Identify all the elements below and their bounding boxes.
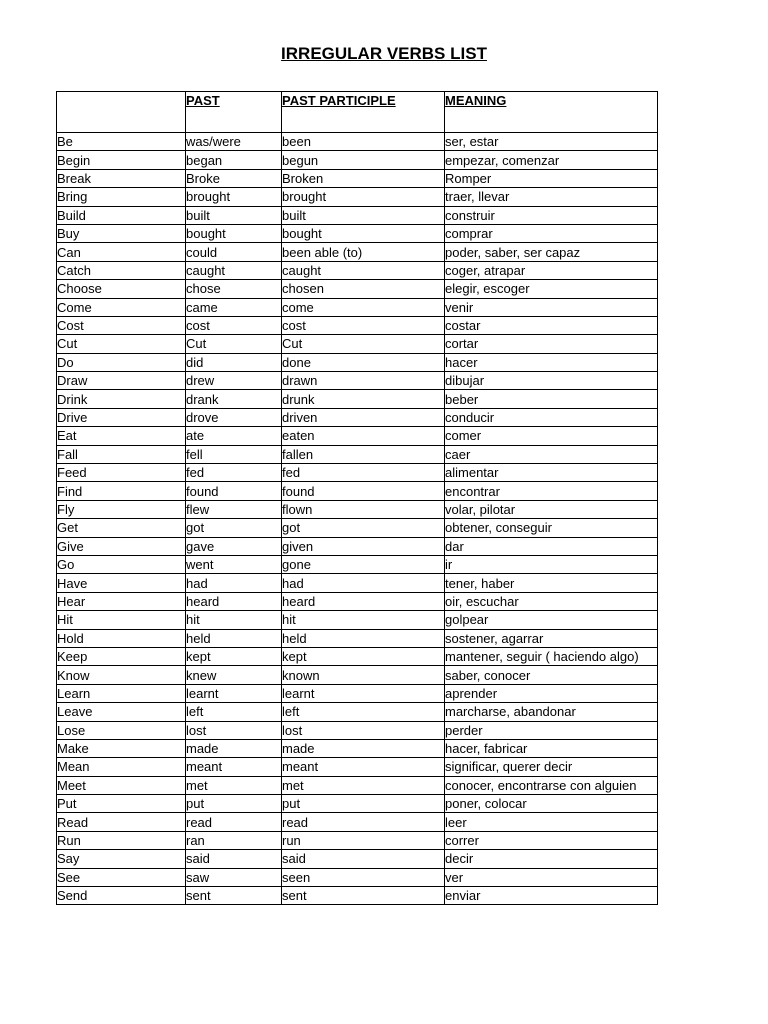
verb-past-participle-cell: bought (282, 224, 445, 242)
verb-base-cell: Fly (57, 500, 186, 518)
verb-meaning-cell: encontrar (445, 482, 658, 500)
verb-base-cell: Hold (57, 629, 186, 647)
table-row (57, 537, 658, 555)
verb-past-participle-cell: begun (282, 151, 445, 169)
verb-meaning-cell: marcharse, abandonar (445, 703, 658, 721)
verb-past-cell: ran (186, 831, 282, 849)
verb-past-cell: went (186, 555, 282, 573)
table-row (57, 555, 658, 573)
verb-past-cell: had (186, 574, 282, 592)
verb-past-participle-cell: had (282, 574, 445, 592)
table-row (57, 574, 658, 592)
table-row (57, 666, 658, 684)
verb-past-participle-cell: seen (282, 868, 445, 886)
verb-base-cell: Bring (57, 188, 186, 206)
verb-meaning-cell: enviar (445, 887, 658, 905)
verb-meaning-cell: construir (445, 206, 658, 224)
verb-base-cell: Buy (57, 224, 186, 242)
verb-base-cell: Lose (57, 721, 186, 739)
verb-past-participle-cell: found (282, 482, 445, 500)
table-header-row (57, 92, 658, 133)
table-row (57, 243, 658, 261)
verb-past-participle-cell: known (282, 666, 445, 684)
verb-meaning-cell: comprar (445, 224, 658, 242)
verb-base-cell: Go (57, 555, 186, 573)
verb-past-participle-cell: met (282, 776, 445, 794)
verb-past-cell: made (186, 739, 282, 757)
verb-base-cell: Drink (57, 390, 186, 408)
table-row (57, 684, 658, 702)
verb-past-participle-cell: left (282, 703, 445, 721)
verb-past-participle-cell: heard (282, 592, 445, 610)
verb-base-cell: Be (57, 133, 186, 151)
header-base (57, 92, 186, 133)
verb-past-participle-cell: drunk (282, 390, 445, 408)
verb-past-cell: read (186, 813, 282, 831)
verb-meaning-cell: dibujar (445, 372, 658, 390)
verb-past-cell: meant (186, 758, 282, 776)
table-row (57, 280, 658, 298)
verb-meaning-cell: ser, estar (445, 133, 658, 151)
verb-past-cell: saw (186, 868, 282, 886)
verb-past-participle-cell: brought (282, 188, 445, 206)
verb-meaning-cell: conocer, encontrarse con alguien (445, 776, 658, 794)
verb-past-cell: hit (186, 611, 282, 629)
verb-past-participle-cell: driven (282, 408, 445, 426)
verb-past-participle-cell: been (282, 133, 445, 151)
verb-past-participle-cell: said (282, 850, 445, 868)
verb-past-participle-cell: fallen (282, 445, 445, 463)
table-row (57, 721, 658, 739)
verb-base-cell: Have (57, 574, 186, 592)
table-row (57, 188, 658, 206)
verb-meaning-cell: aprender (445, 684, 658, 702)
verb-meaning-cell: mantener, seguir ( haciendo algo) (445, 647, 658, 665)
verb-meaning-cell: significar, querer decir (445, 758, 658, 776)
table-row (57, 151, 658, 169)
verb-past-participle-cell: fed (282, 464, 445, 482)
verb-past-cell: said (186, 850, 282, 868)
table-row (57, 850, 658, 868)
verb-past-participle-cell: eaten (282, 427, 445, 445)
verb-meaning-cell: perder (445, 721, 658, 739)
verb-past-cell: fed (186, 464, 282, 482)
verb-base-cell: Do (57, 353, 186, 371)
verb-base-cell: Cut (57, 335, 186, 353)
table-row (57, 445, 658, 463)
verb-past-participle-cell: held (282, 629, 445, 647)
verb-past-cell: drank (186, 390, 282, 408)
table-row (57, 887, 658, 905)
verb-meaning-cell: golpear (445, 611, 658, 629)
verb-past-participle-cell: meant (282, 758, 445, 776)
table-row (57, 316, 658, 334)
page-title: IRREGULAR VERBS LIST (281, 44, 487, 63)
table-row (57, 335, 658, 353)
verb-past-participle-cell: caught (282, 261, 445, 279)
table-row (57, 372, 658, 390)
table-row (57, 831, 658, 849)
verb-past-cell: put (186, 795, 282, 813)
verb-past-cell: Cut (186, 335, 282, 353)
verb-past-participle-cell: Broken (282, 169, 445, 187)
verb-base-cell: Leave (57, 703, 186, 721)
verb-meaning-cell: costar (445, 316, 658, 334)
verb-past-cell: kept (186, 647, 282, 665)
verb-past-participle-cell: Cut (282, 335, 445, 353)
verb-base-cell: Find (57, 482, 186, 500)
verb-base-cell: Put (57, 795, 186, 813)
verb-base-cell: Feed (57, 464, 186, 482)
verb-past-cell: ate (186, 427, 282, 445)
verb-past-participle-cell: put (282, 795, 445, 813)
verb-base-cell: Fall (57, 445, 186, 463)
table-row (57, 629, 658, 647)
verb-base-cell: Cost (57, 316, 186, 334)
verb-base-cell: Eat (57, 427, 186, 445)
verb-past-participle-cell: got (282, 519, 445, 537)
verb-meaning-cell: traer, llevar (445, 188, 658, 206)
table-row (57, 169, 658, 187)
verb-meaning-cell: poder, saber, ser capaz (445, 243, 658, 261)
verb-meaning-cell: caer (445, 445, 658, 463)
irregular-verbs-table (56, 91, 658, 905)
verb-meaning-cell: oir, escuchar (445, 592, 658, 610)
verb-past-participle-cell: done (282, 353, 445, 371)
verb-past-cell: built (186, 206, 282, 224)
verb-base-cell: See (57, 868, 186, 886)
verb-base-cell: Know (57, 666, 186, 684)
verb-base-cell: Can (57, 243, 186, 261)
table-row (57, 703, 658, 721)
table-row (57, 206, 658, 224)
verb-meaning-cell: volar, pilotar (445, 500, 658, 518)
verb-meaning-cell: coger, atrapar (445, 261, 658, 279)
verb-base-cell: Keep (57, 647, 186, 665)
verb-base-cell: Hit (57, 611, 186, 629)
verb-base-cell: Begin (57, 151, 186, 169)
verb-past-cell: drew (186, 372, 282, 390)
verb-base-cell: Get (57, 519, 186, 537)
verb-past-cell: knew (186, 666, 282, 684)
verb-past-cell: cost (186, 316, 282, 334)
table-row (57, 758, 658, 776)
verb-past-participle-cell: been able (to) (282, 243, 445, 261)
verb-past-participle-cell: hit (282, 611, 445, 629)
verb-past-participle-cell: kept (282, 647, 445, 665)
verb-meaning-cell: Romper (445, 169, 658, 187)
verb-past-cell: began (186, 151, 282, 169)
table-row (57, 261, 658, 279)
verb-past-participle-cell: given (282, 537, 445, 555)
table-row (57, 813, 658, 831)
verb-past-cell: left (186, 703, 282, 721)
table-row (57, 298, 658, 316)
verb-past-cell: met (186, 776, 282, 794)
table-row (57, 519, 658, 537)
verb-meaning-cell: tener, haber (445, 574, 658, 592)
verb-meaning-cell: ir (445, 555, 658, 573)
verb-past-cell: bought (186, 224, 282, 242)
verb-base-cell: Break (57, 169, 186, 187)
verb-base-cell: Read (57, 813, 186, 831)
verb-meaning-cell: conducir (445, 408, 658, 426)
verb-meaning-cell: correr (445, 831, 658, 849)
verb-past-cell: sent (186, 887, 282, 905)
verb-base-cell: Learn (57, 684, 186, 702)
verb-past-participle-cell: read (282, 813, 445, 831)
verb-past-participle-cell: come (282, 298, 445, 316)
verb-base-cell: Build (57, 206, 186, 224)
table-row (57, 592, 658, 610)
verb-past-participle-cell: built (282, 206, 445, 224)
verb-past-participle-cell: chosen (282, 280, 445, 298)
table-body (57, 133, 658, 905)
verb-past-cell: came (186, 298, 282, 316)
verb-base-cell: Draw (57, 372, 186, 390)
table-row (57, 868, 658, 886)
table-row (57, 611, 658, 629)
verb-base-cell: Choose (57, 280, 186, 298)
verb-past-participle-cell: made (282, 739, 445, 757)
verb-past-cell: held (186, 629, 282, 647)
verb-past-participle-cell: sent (282, 887, 445, 905)
verb-base-cell: Make (57, 739, 186, 757)
verb-past-cell: gave (186, 537, 282, 555)
table-row (57, 776, 658, 794)
verb-past-cell: caught (186, 261, 282, 279)
verb-meaning-cell: saber, conocer (445, 666, 658, 684)
header-past: PAST (186, 92, 282, 133)
verb-meaning-cell: alimentar (445, 464, 658, 482)
verb-base-cell: Say (57, 850, 186, 868)
verb-meaning-cell: poner, colocar (445, 795, 658, 813)
verb-past-cell: flew (186, 500, 282, 518)
verb-base-cell: Drive (57, 408, 186, 426)
verb-base-cell: Give (57, 537, 186, 555)
verb-past-cell: Broke (186, 169, 282, 187)
verb-past-cell: did (186, 353, 282, 371)
verb-meaning-cell: comer (445, 427, 658, 445)
verb-meaning-cell: dar (445, 537, 658, 555)
table-row (57, 427, 658, 445)
verb-meaning-cell: hacer (445, 353, 658, 371)
verb-meaning-cell: hacer, fabricar (445, 739, 658, 757)
verb-meaning-cell: obtener, conseguir (445, 519, 658, 537)
verb-past-cell: drove (186, 408, 282, 426)
verb-past-participle-cell: run (282, 831, 445, 849)
verb-past-cell: chose (186, 280, 282, 298)
table-row (57, 500, 658, 518)
verb-meaning-cell: venir (445, 298, 658, 316)
verb-past-participle-cell: gone (282, 555, 445, 573)
table-row (57, 482, 658, 500)
verb-base-cell: Run (57, 831, 186, 849)
verb-past-cell: lost (186, 721, 282, 739)
verb-past-cell: found (186, 482, 282, 500)
verb-base-cell: Catch (57, 261, 186, 279)
verb-past-cell: heard (186, 592, 282, 610)
verb-meaning-cell: empezar, comenzar (445, 151, 658, 169)
verb-base-cell: Send (57, 887, 186, 905)
verb-past-cell: learnt (186, 684, 282, 702)
verb-base-cell: Hear (57, 592, 186, 610)
verb-past-cell: brought (186, 188, 282, 206)
verb-past-cell: was/were (186, 133, 282, 151)
verb-past-cell: could (186, 243, 282, 261)
verb-past-participle-cell: flown (282, 500, 445, 518)
verb-meaning-cell: beber (445, 390, 658, 408)
verb-meaning-cell: elegir, escoger (445, 280, 658, 298)
header-meaning: MEANING (445, 92, 658, 133)
verb-meaning-cell: ver (445, 868, 658, 886)
verb-past-participle-cell: drawn (282, 372, 445, 390)
table-row (57, 224, 658, 242)
verb-meaning-cell: sostener, agarrar (445, 629, 658, 647)
verb-meaning-cell: cortar (445, 335, 658, 353)
table-row (57, 133, 658, 151)
table-row (57, 647, 658, 665)
verb-past-participle-cell: learnt (282, 684, 445, 702)
verb-past-cell: fell (186, 445, 282, 463)
table-row (57, 390, 658, 408)
verb-base-cell: Meet (57, 776, 186, 794)
table-row (57, 353, 658, 371)
table-row (57, 408, 658, 426)
verb-meaning-cell: leer (445, 813, 658, 831)
table-row (57, 739, 658, 757)
verb-past-participle-cell: cost (282, 316, 445, 334)
table-row (57, 464, 658, 482)
header-past-participle: PAST PARTICIPLE (282, 92, 445, 133)
verb-past-cell: got (186, 519, 282, 537)
verb-past-participle-cell: lost (282, 721, 445, 739)
verb-meaning-cell: decir (445, 850, 658, 868)
table-row (57, 795, 658, 813)
verb-base-cell: Mean (57, 758, 186, 776)
verb-base-cell: Come (57, 298, 186, 316)
